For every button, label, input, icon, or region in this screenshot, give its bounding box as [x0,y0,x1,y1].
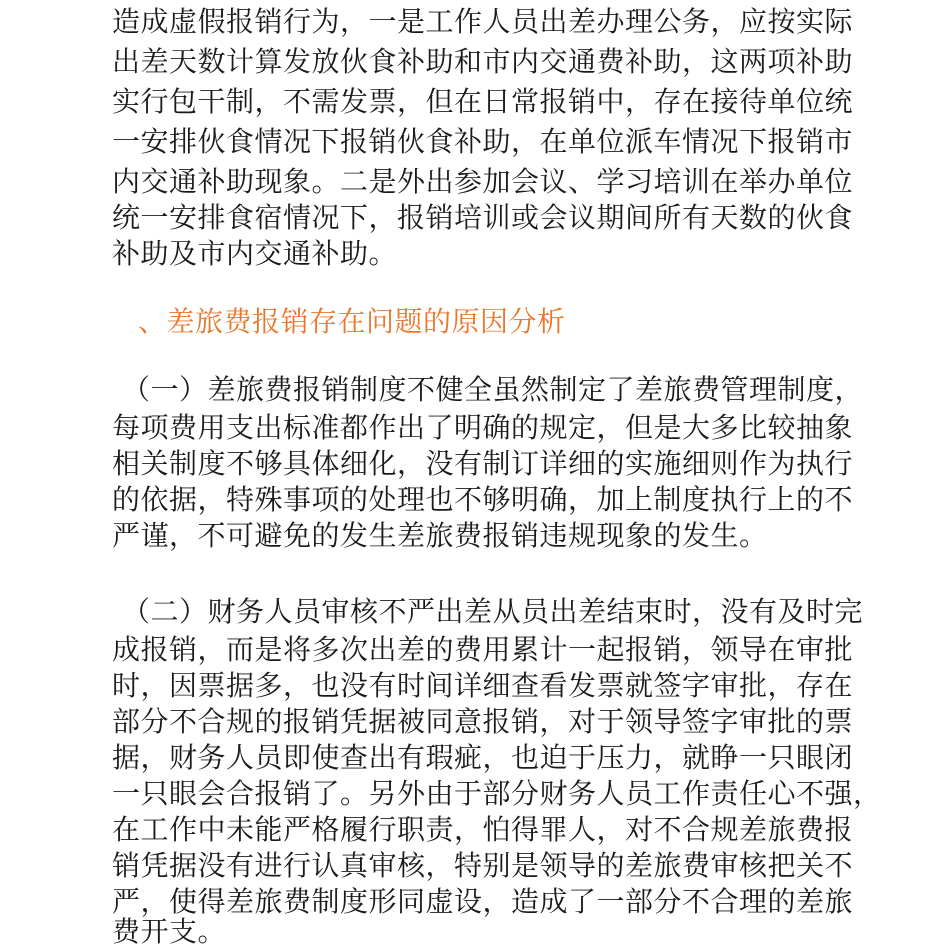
paragraph-1-line-7: 补助及市内交通补助。 [112,237,398,270]
paragraph-2-line-1: （一）差旅费报销制度不健全虽然制定了差旅费管理制度， [122,373,864,406]
paragraph-2-line-2: 每项费用支出标准都作出了明确的规定，但是大多比较抽象 [112,411,854,444]
paragraph-2-line-3: 相关制度不够具体细化，没有制订详细的实施细则作为执行 [112,447,854,480]
section-heading: 、差旅费报销存在问题的原因分析 [138,305,566,338]
paragraph-3-line-6: 一只眼会合报销了。另外由于部分财务人员工作责任心不强， [112,777,882,810]
paragraph-3-line-9: 严，使得差旅费制度形同虚设，造成了一部分不合理的差旅 [112,885,854,918]
paragraph-3-line-3: 时，因票据多，也没有时间详细查看发票就签字审批，存在 [112,669,854,702]
paragraph-3-line-5: 据，财务人员即使查出有瑕疵，也迫于压力，就睁一只眼闭 [112,741,854,774]
paragraph-3-line-1: （二）财务人员审核不严出差从员出差结束时，没有及时完 [122,595,864,628]
paragraph-1-line-4: 一安排伙食情况下报销伙食补助，在单位派车情况下报销市 [112,125,854,158]
paragraph-1-line-2: 出差天数计算发放伙食补助和市内交通费补助，这两项补助 [112,45,854,78]
paragraph-1-line-1: 造成虚假报销行为，一是工作人员出差办理公务，应按实际 [112,5,854,38]
paragraph-3-line-2: 成报销，而是将多次出差的费用累计一起报销，领导在审批 [112,633,854,666]
paragraph-3-line-4: 部分不合规的报销凭据被同意报销，对于领导签字审批的票 [112,705,854,738]
paragraph-1-line-3: 实行包干制，不需发票，但在日常报销中，存在接待单位统 [112,85,854,118]
paragraph-1-line-5: 内交通补助现象。二是外出参加会议、学习培训在举办单位 [112,165,854,198]
paragraph-1-line-6: 统一安排食宿情况下，报销培训或会议期间所有天数的伙食 [112,201,854,234]
paragraph-3-line-7: 在工作中未能严格履行职责，怕得罪人，对不合规差旅费报 [112,813,854,846]
paragraph-2-line-4: 的依据，特殊事项的处理也不够明确，加上制度执行上的不 [112,483,854,516]
paragraph-3-line-10: 费开支。 [112,915,227,948]
paragraph-2-line-5: 严谨，不可避免的发生差旅费报销违规现象的发生。 [112,519,768,552]
paragraph-3-line-8: 销凭据没有进行认真审核，特别是领导的差旅费审核把关不 [112,849,854,882]
